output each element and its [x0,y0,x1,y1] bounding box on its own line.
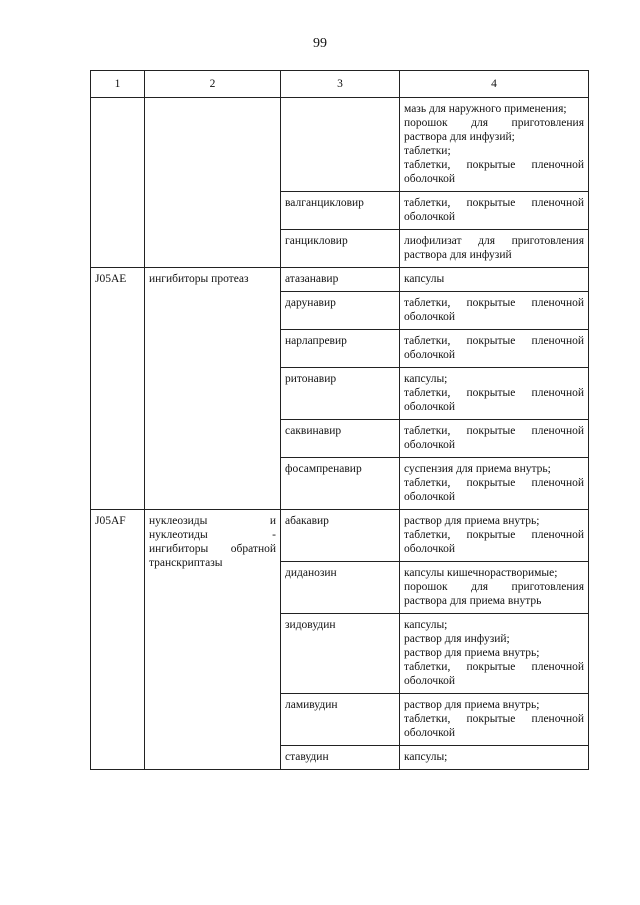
dosage-form: таблетки, покрытые пленочной оболочкой [404,529,584,555]
inn-cell: атазанавир [281,268,400,292]
dosage-forms-cell [400,268,589,292]
dosage-form: таблетки, покрытые пленочной оболочкой [404,297,584,323]
dosage-form: таблетки, покрытые пленочной оболочкой [404,713,584,739]
dosage-forms-cell [400,458,589,510]
inn-cell: ставудин [281,746,400,770]
dosage-forms-cell [400,330,589,368]
dosage-forms-cell [400,614,589,694]
header-col-4: 4 [400,71,589,98]
dosage-forms-cell [400,230,589,268]
atc-code-cell: J05AE [91,268,145,510]
inn-cell [281,98,400,192]
dosage-form: мазь для наружного применения; [404,103,567,115]
inn-cell: диданозин [281,562,400,614]
dosage-forms-cell [400,694,589,746]
atc-code-cell: J05AF [91,510,145,770]
inn-cell: саквинавир [281,420,400,458]
dosage-forms-cell [400,98,589,192]
dosage-form: раствор для приема внутрь; [404,515,540,527]
table-body [91,98,589,770]
atc-code-cell [91,98,145,268]
inn-cell: нарлапревир [281,330,400,368]
table-row [91,510,589,562]
dosage-form: порошок для приготовления раствора для инфузий; [404,117,584,143]
group-name-cell: ингибиторы протеаз [145,268,281,510]
dosage-form: порошок для приготовления раствора для приема внутрь [404,581,584,607]
header-col-1: 1 [91,71,145,98]
inn-cell: абакавир [281,510,400,562]
dosage-form: таблетки, покрытые пленочной оболочкой [404,335,584,361]
inn-cell: валганцикловир [281,192,400,230]
drug-table [90,70,589,770]
inn-cell: дарунавир [281,292,400,330]
dosage-form: таблетки, покрытые пленочной оболочкой [404,425,584,451]
dosage-form: капсулы [404,273,445,285]
inn-cell: ганцикловир [281,230,400,268]
table-row [91,268,589,292]
inn-cell: ритонавир [281,368,400,420]
dosage-forms-cell [400,420,589,458]
dosage-form: таблетки, покрытые пленочной оболочкой [404,477,584,503]
dosage-form: раствор для приема внутрь; [404,647,540,659]
header-col-3: 3 [281,71,400,98]
dosage-forms-cell [400,192,589,230]
dosage-forms-cell [400,292,589,330]
dosage-form: суспензия для приема внутрь; [404,463,551,475]
dosage-form: капсулы; [404,373,448,385]
dosage-form: таблетки, покрытые пленочной оболочкой [404,387,584,413]
dosage-forms-cell [400,562,589,614]
dosage-form: таблетки; [404,145,451,157]
dosage-form: таблетки, покрытые пленочной оболочкой [404,159,584,185]
group-name-cell: нуклеозиды и нуклеотиды - ингибиторы обратной транскриптазы [145,510,281,770]
inn-cell: фосампренавир [281,458,400,510]
page-number: 99 [313,36,327,51]
dosage-forms-cell [400,510,589,562]
header-col-2: 2 [145,71,281,98]
dosage-form: лиофилизат для приготовления раствора для инфузий [404,235,584,261]
dosage-form: таблетки, покрытые пленочной оболочкой [404,197,584,223]
dosage-form: капсулы кишечнорастворимые; [404,567,558,579]
dosage-form: капсулы; [404,751,448,763]
table-row [91,98,589,192]
header-row [91,71,589,98]
inn-cell: ламивудин [281,694,400,746]
dosage-form: раствор для инфузий; [404,633,510,645]
dosage-form: капсулы; [404,619,448,631]
group-name-cell [145,98,281,268]
dosage-forms-cell [400,746,589,770]
dosage-forms-cell [400,368,589,420]
dosage-form: раствор для приема внутрь; [404,699,540,711]
inn-cell: зидовудин [281,614,400,694]
dosage-form: таблетки, покрытые пленочной оболочкой [404,661,584,687]
